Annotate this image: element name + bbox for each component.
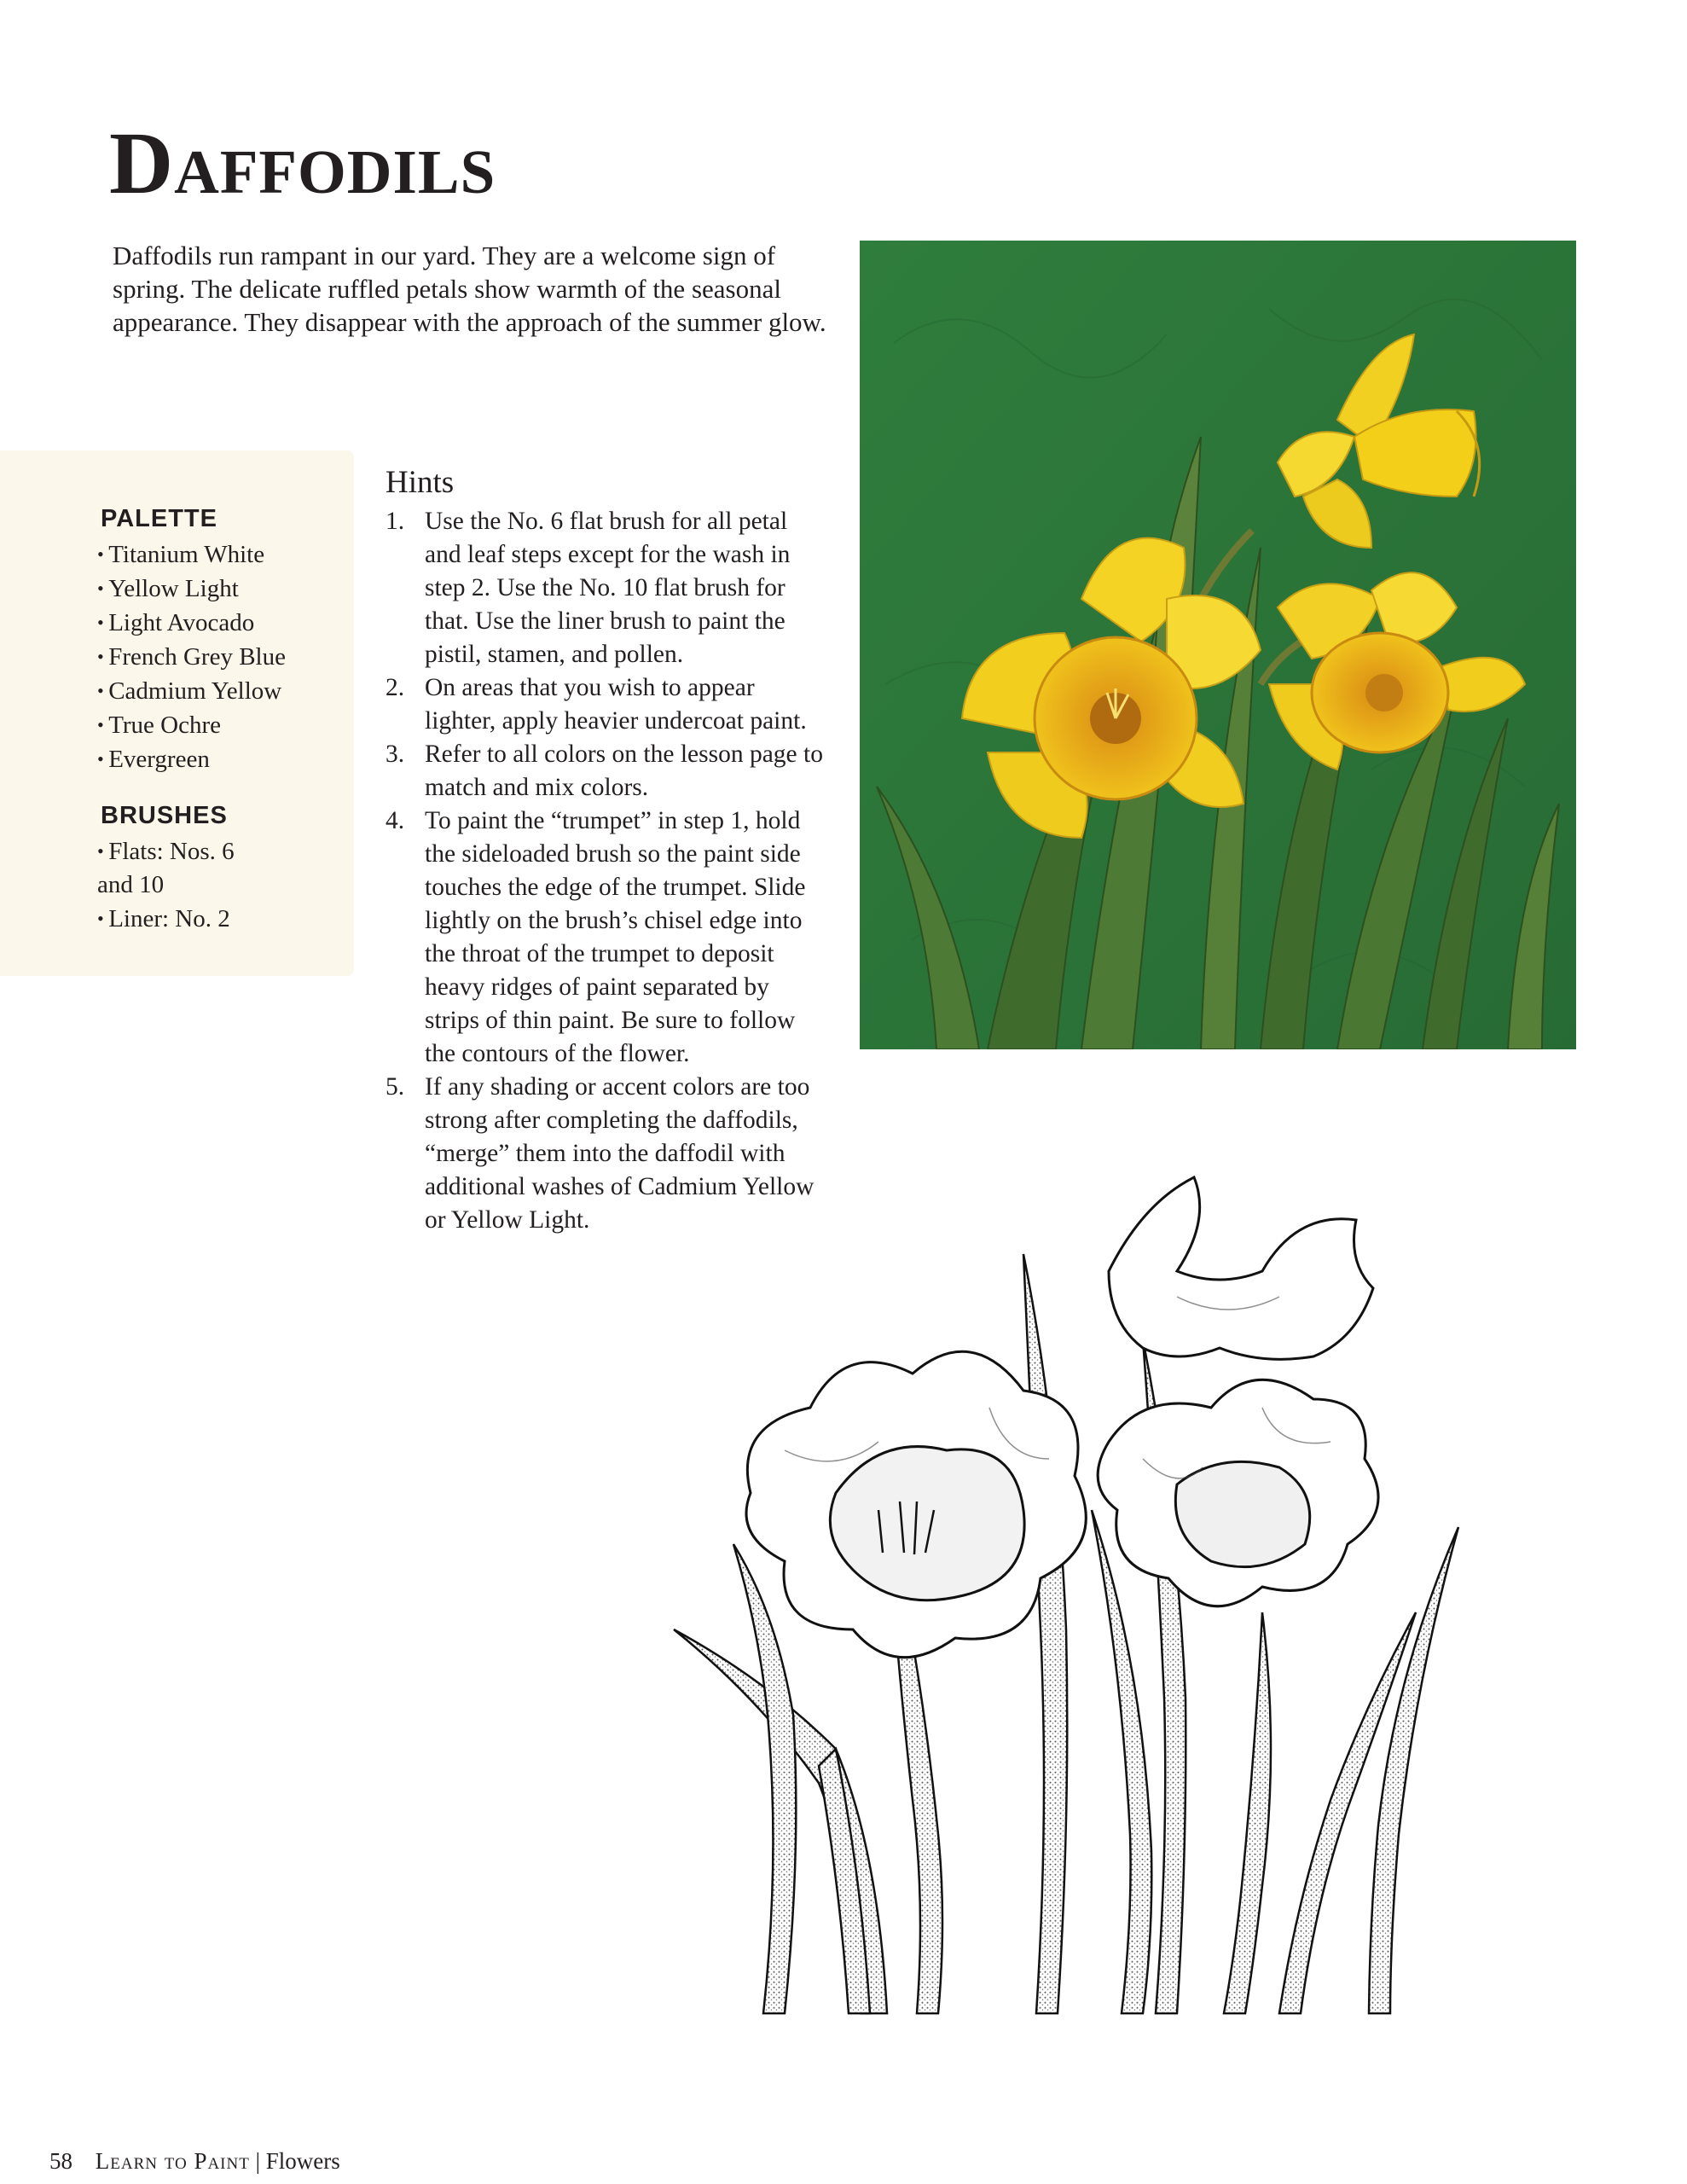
hint-number: 1.	[386, 508, 405, 535]
footer-separator: |	[255, 2148, 260, 2174]
palette-item: • Evergreen	[97, 742, 345, 776]
palette-item: • Light Avocado	[97, 606, 345, 640]
daffodil-line-drawing	[665, 1152, 1484, 2030]
hints-heading: Hints	[386, 465, 455, 500]
palette-heading: PALETTE	[101, 505, 217, 532]
brushes-list	[97, 834, 268, 936]
brushes-heading: BRUSHES	[101, 802, 228, 829]
hint-item	[386, 505, 829, 671]
palette-item: • Yellow Light	[97, 572, 345, 606]
hint-number: 2.	[386, 674, 405, 701]
brush-item: • Flats: Nos. 6 and 10	[97, 834, 268, 902]
hint-text: If any shading or accent colors are too strong after completing the daffodils, “merge” them into the daffodil with additional washes of Cadmium Yellow or Yellow Light.	[425, 1073, 815, 1234]
palette-item: • French Grey Blue	[97, 640, 345, 674]
palette-item: • True Ochre	[97, 708, 345, 742]
materials-sidebar	[0, 450, 354, 976]
page-title: Daffodils	[109, 114, 496, 212]
intro-paragraph: Daffodils run rampant in our yard. They are a welcome sign of spring. The delicate ruffled petals show warmth of the seasonal appearance. They disappear with the approach of the summer glow.	[113, 241, 826, 337]
hint-text: Refer to all colors on the lesson page to match and mix colors.	[425, 741, 823, 801]
hint-number: 4.	[386, 807, 405, 834]
page-number: 58	[49, 2148, 72, 2174]
hint-text: On areas that you wish to appear lighter, apply heavier undercoat paint.	[425, 674, 807, 735]
hint-item	[386, 671, 829, 738]
hint-text: Use the No. 6 flat brush for all petal and leaf steps except for the wash in step 2. Use the No. 10 flat brush for that. Use the liner brush to paint the pistil, stamen, and pollen.	[425, 508, 791, 668]
daffodil-painting	[860, 241, 1576, 1049]
hints-list	[386, 505, 829, 1237]
page-footer	[49, 2148, 340, 2175]
palette-item: • Cadmium Yellow	[97, 674, 345, 708]
section-name: Flowers	[265, 2148, 340, 2174]
hint-item	[386, 804, 829, 1071]
hint-number: 3.	[386, 741, 405, 768]
series-title: Learn to Paint	[95, 2148, 250, 2174]
hint-text: To paint the “trumpet” in step 1, hold the sideloaded brush so the paint side touches the edge of the trumpet. Slide lightly on the brush’s chisel edge into the throat of the trumpet to deposit heavy ridges of paint separated by strips of thin paint. Be sure to follow the contours of the flower.	[425, 807, 806, 1067]
palette-list	[97, 537, 345, 776]
palette-item: • Titanium White	[97, 537, 345, 572]
hint-number: 5.	[386, 1073, 405, 1101]
hint-item	[386, 738, 829, 804]
brush-item: • Liner: No. 2	[97, 902, 268, 936]
